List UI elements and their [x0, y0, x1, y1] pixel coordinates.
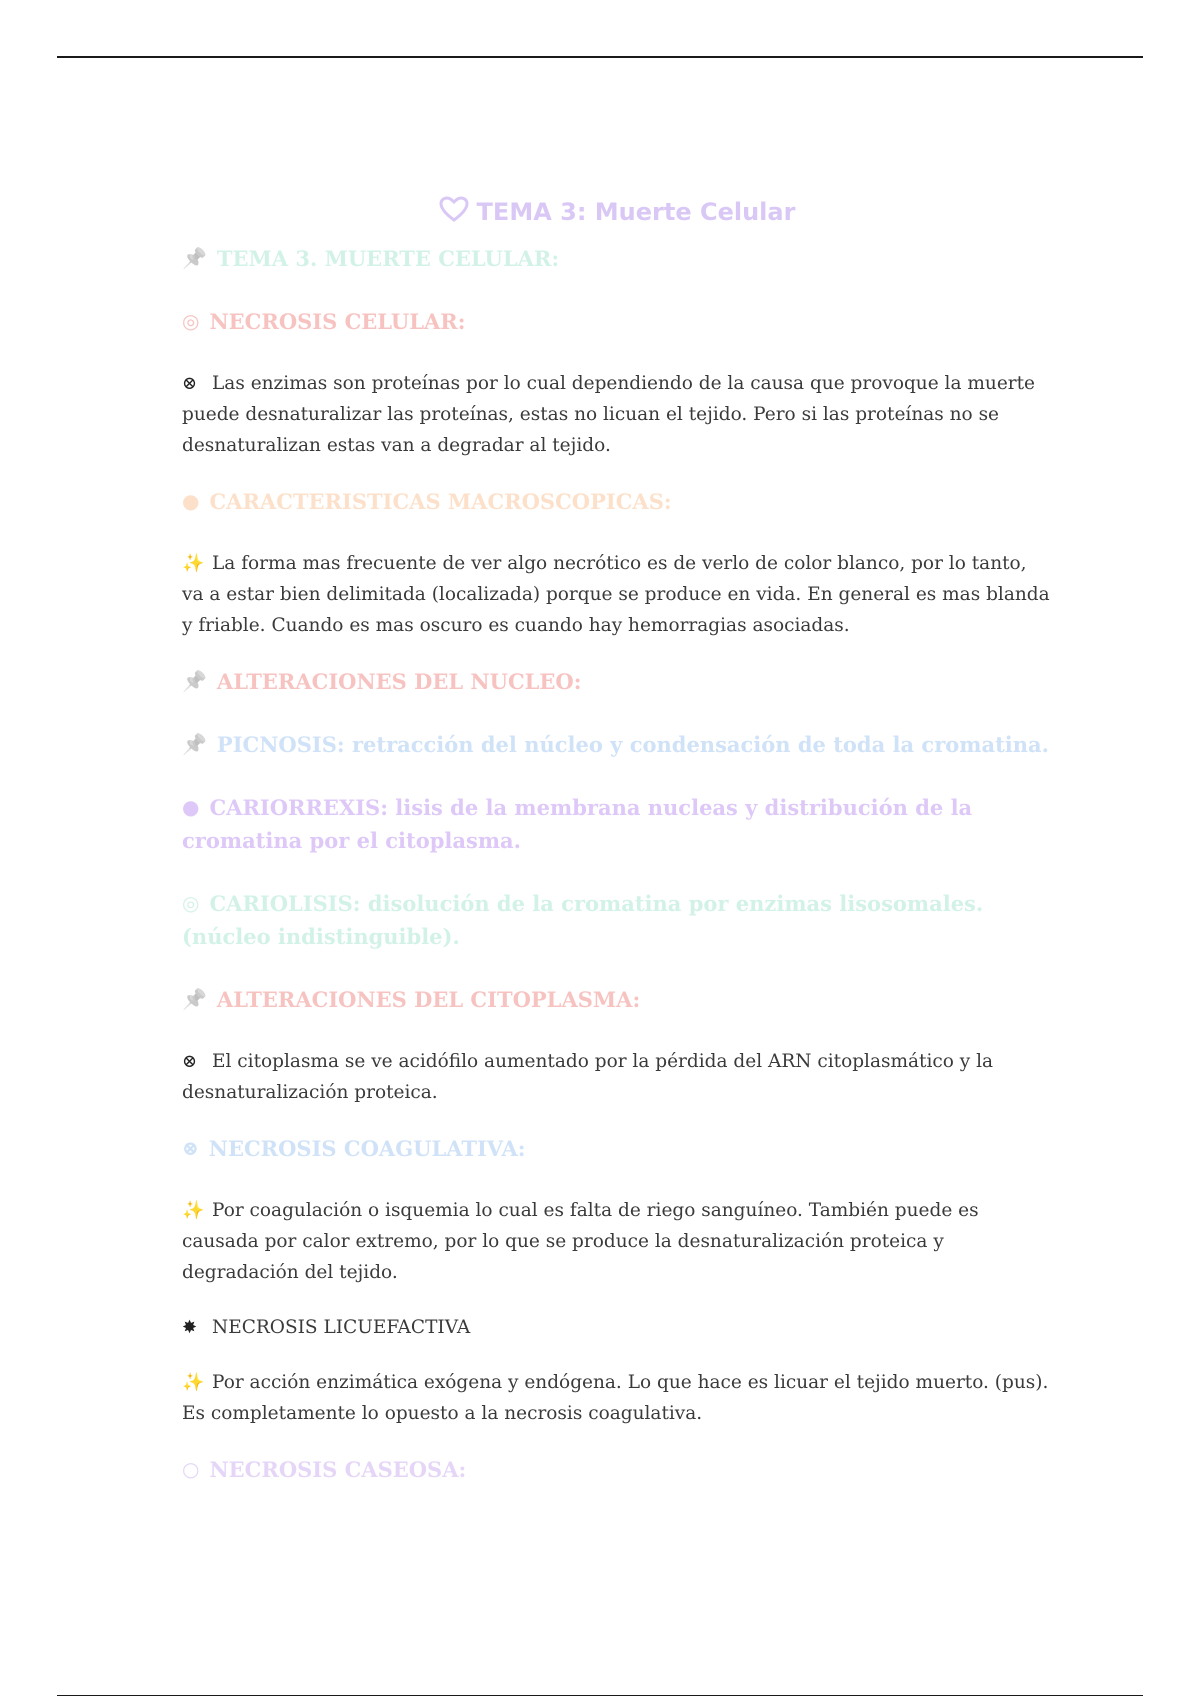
paragraph: [182, 548, 1052, 641]
small-circle-icon: ○: [182, 1457, 200, 1481]
pushpin-icon: 📌: [182, 732, 207, 756]
circle-icon: ●: [182, 795, 200, 819]
paragraph-text: Las enzimas son proteínas por lo cual dependiendo de la causa que provoque la muerte puede desnaturalizar las proteínas, estas no licuan el tejido. Pero si las proteínas no se desnaturalizan estas van a degradar al tejido.: [182, 373, 1036, 456]
pushpin-icon: 📌: [182, 246, 207, 270]
section-heading-text: ALTERACIONES DEL CITOPLASMA:: [216, 987, 641, 1012]
section-heading: [182, 242, 1052, 275]
sparkle-icon: ✨: [182, 1372, 205, 1393]
paragraph-text: Por coagulación o isquemia lo cual es falta de riego sanguíneo. También puede es causada por calor extremo, por lo que se produce la desnaturalización proteica y degradación del tejido.: [182, 1200, 979, 1283]
section-heading: [182, 728, 1052, 761]
diamond-icon: ⊗: [182, 1051, 198, 1072]
page-title-text: TEMA 3: Muerte Celular: [476, 198, 796, 226]
section-heading-text: ALTERACIONES DEL NUCLEO:: [216, 669, 582, 694]
section-heading: [182, 1453, 1052, 1486]
sparkle-icon: ✨: [182, 553, 205, 574]
section-heading: [182, 485, 1052, 518]
pushpin-icon: 📌: [182, 669, 207, 693]
document-body: [182, 196, 1052, 1516]
paragraph: [182, 1312, 1052, 1343]
paragraph-text: NECROSIS LICUEFACTIVA: [212, 1317, 471, 1338]
paragraph: [182, 1046, 1052, 1108]
section-heading-text: CARIOLISIS: disolución de la cromatina por enzimas lisosomales. (núcleo indistinguible).: [182, 891, 984, 949]
section-heading: [182, 887, 1052, 953]
section-heading: [182, 983, 1052, 1016]
sparkle-icon: ✨: [182, 1200, 205, 1221]
section-heading-text: NECROSIS CASEOSA:: [209, 1457, 467, 1482]
paragraph: [182, 1195, 1052, 1288]
paragraph-text: La forma mas frecuente de ver algo necrótico es de verlo de color blanco, por lo tanto, va a estar bien delimitada (localizada) porque se produce en vida. En general es mas blanda y friable. Cuando es mas oscuro es cuando hay hemorragias asociadas.: [182, 553, 1050, 636]
section-heading-text: NECROSIS CELULAR:: [209, 309, 466, 334]
section-heading-text: TEMA 3. MUERTE CELULAR:: [216, 246, 560, 271]
heart-icon: [439, 196, 469, 228]
section-heading-text: NECROSIS COAGULATIVA:: [208, 1136, 526, 1161]
diamond-icon: ⊗: [182, 373, 198, 394]
bottom-rule: [57, 1695, 1143, 1696]
sun-icon: ✸: [182, 1317, 198, 1338]
section-heading: [182, 665, 1052, 698]
circle-icon: ●: [182, 489, 200, 513]
target-icon: ◎: [182, 891, 200, 915]
section-heading-text: CARIORREXIS: lisis de la membrana nucleas y distribución de la cromatina por el citoplasma.: [182, 795, 973, 853]
target-icon: ◎: [182, 309, 200, 333]
pushpin-icon: 📌: [182, 987, 207, 1011]
diamond-icon: ⊗: [182, 1136, 199, 1160]
paragraph: [182, 1367, 1052, 1429]
paragraph-text: El citoplasma se ve acidófilo aumentado por la pérdida del ARN citoplasmático y la desnaturalización proteica.: [182, 1051, 994, 1103]
top-rule: [57, 56, 1143, 58]
page-title: [182, 196, 1052, 228]
section-heading: [182, 305, 1052, 338]
section-heading-text: PICNOSIS: retracción del núcleo y condensación de toda la cromatina.: [216, 732, 1049, 757]
section-heading: [182, 1132, 1052, 1165]
content-blocks: [182, 242, 1052, 1486]
section-heading-text: CARACTERISTICAS MACROSCOPICAS:: [209, 489, 672, 514]
paragraph: [182, 368, 1052, 461]
section-heading: [182, 791, 1052, 857]
paragraph-text: Por acción enzimática exógena y endógena. Lo que hace es licuar el tejido muerto. (pus). Es completamente lo opuesto a la necrosis coagulativa.: [182, 1372, 1049, 1424]
